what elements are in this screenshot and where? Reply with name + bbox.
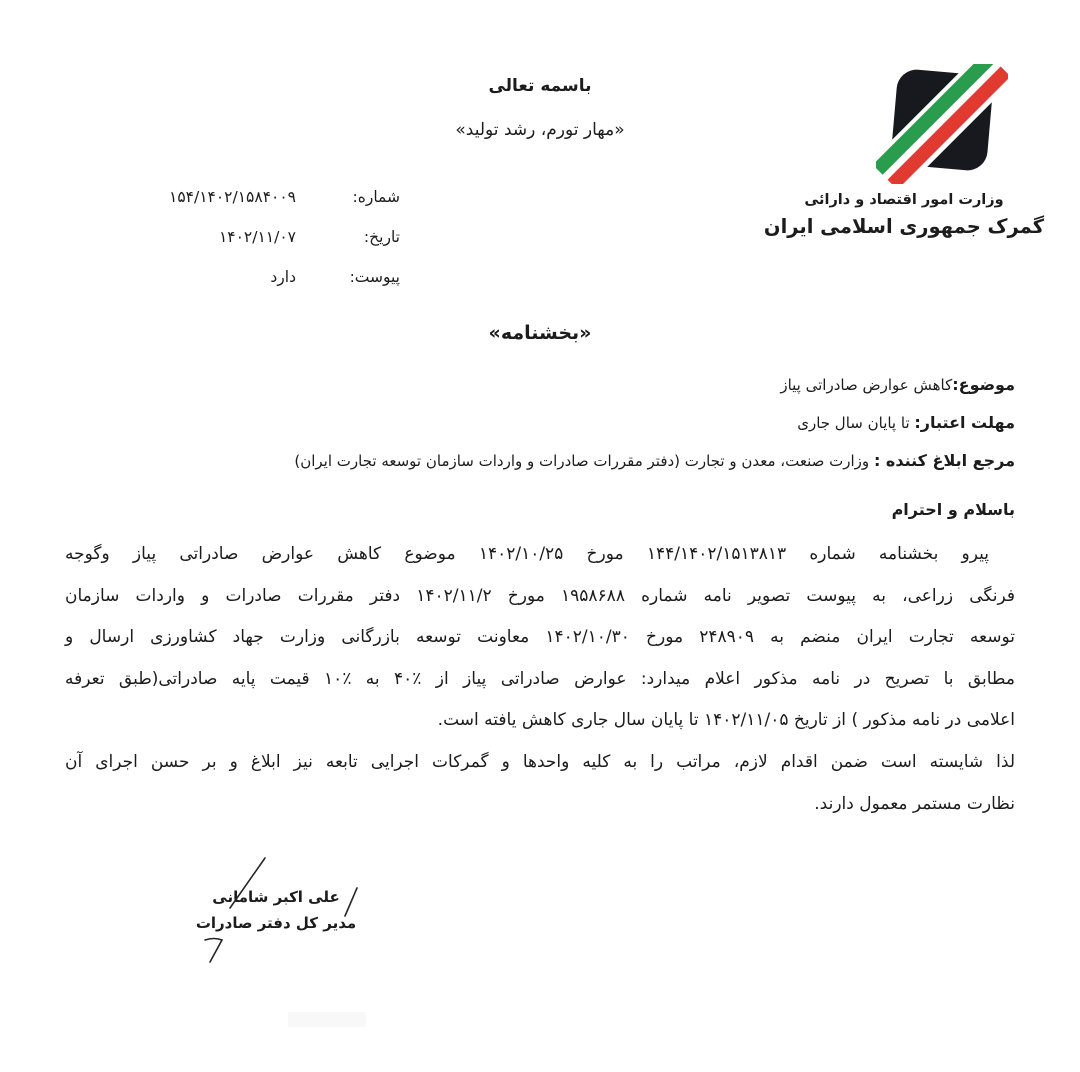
customs-administration-name: گمرک جمهوری اسلامی ایران bbox=[763, 215, 1045, 238]
scan-artifact bbox=[288, 1012, 366, 1027]
body-line: نظارت مستمر معمول دارند. bbox=[814, 793, 1015, 814]
signature-stroke bbox=[205, 939, 222, 963]
bismillah-text: باسمه تعالی bbox=[488, 76, 592, 96]
validity-label: مهلت اعتبار: bbox=[914, 413, 1015, 432]
subject-line bbox=[65, 366, 1015, 404]
body-line: مطابق با تصریح در نامه مذکور اعلام میدارد: عوارض صادراتی پیاز از ٪۴۰ به ٪۱۰ قیمت پایه صادراتی(طبق تعرفه bbox=[65, 668, 1015, 689]
meta-row-attachment bbox=[100, 264, 400, 290]
subject-block bbox=[65, 366, 1015, 480]
customs-logo-icon bbox=[876, 64, 1008, 184]
issuing-authority-text: وزارت صنعت، معدن و تجارت (دفتر مقررات صادرات و واردات سازمان توسعه تجارت ایران) bbox=[294, 452, 874, 470]
year-slogan-text: «مهار تورم، رشد تولید» bbox=[455, 120, 625, 140]
letter-body bbox=[65, 534, 1015, 825]
body-line: لذا شایسته است ضمن اقدام لازم، مراتب را به کلیه واحدها و گمرکات اجرایی تابعه نیز ابلاغ و بر حسن اجرای آن bbox=[65, 751, 1015, 772]
issuing-authority-label: مرجع ابلاغ کننده : bbox=[873, 451, 1015, 470]
attachment-value: دارد bbox=[270, 268, 296, 286]
letter-meta bbox=[100, 184, 400, 304]
body-line: توسعه تجارت ایران منضم به ۲۴۸۹۰۹ مورخ ۱۴۰۲/۱۰/۳۰ معاونت توسعه بازرگانی وزارت جهاد کشاورزی ارسال و bbox=[65, 627, 1015, 648]
signature-block bbox=[192, 884, 360, 936]
validity-text: تا پایان سال جاری bbox=[797, 414, 915, 432]
circular-title: «بخشنامه» bbox=[488, 322, 592, 344]
validity-line bbox=[65, 404, 1015, 442]
signatory-title: مدیر کل دفتر صادرات bbox=[195, 914, 357, 932]
letterhead-right bbox=[763, 64, 1045, 238]
subject-label: موضوع: bbox=[952, 375, 1015, 394]
salutation-text: باسلام و احترام bbox=[891, 500, 1015, 519]
meta-row-date bbox=[100, 224, 400, 250]
meta-row-number bbox=[100, 184, 400, 210]
body-line: فرنگی زراعی، به پیوست تصویر نامه شماره ۱۹۵۸۶۸۸ مورخ ۱۴۰۲/۱۱/۲ دفتر مقررات صادرات و واردات سازمان bbox=[65, 585, 1016, 606]
body-line: اعلامی در نامه مذکور ) از تاریخ ۱۴۰۲/۱۱/۰۵ تا پایان سال جاری کاهش یافته است. bbox=[437, 710, 1015, 731]
signatory-name: علی اکبر شامانی bbox=[212, 888, 340, 906]
body-line: پیرو بخشنامه شماره ۱۴۴/۱۴۰۲/۱۵۱۳۸۱۳ مورخ ۱۴۰۲/۱۰/۲۵ موضوع کاهش عوارض صادراتی پیاز وگوجه bbox=[65, 544, 989, 564]
number-label: شماره: bbox=[352, 188, 400, 206]
number-value: ۱۵۴/۱۴۰۲/۱۵۸۴۰۰۹ bbox=[169, 188, 296, 206]
ministry-name: وزارت امور اقتصاد و دارائی bbox=[804, 192, 1004, 208]
date-value: ۱۴۰۲/۱۱/۰۷ bbox=[218, 228, 296, 246]
subject-text: کاهش عوارض صادراتی پیاز bbox=[780, 376, 953, 394]
attachment-label: پیوست: bbox=[349, 268, 400, 286]
issuing-authority-line bbox=[65, 442, 1015, 480]
date-label: تاریخ: bbox=[363, 228, 400, 246]
